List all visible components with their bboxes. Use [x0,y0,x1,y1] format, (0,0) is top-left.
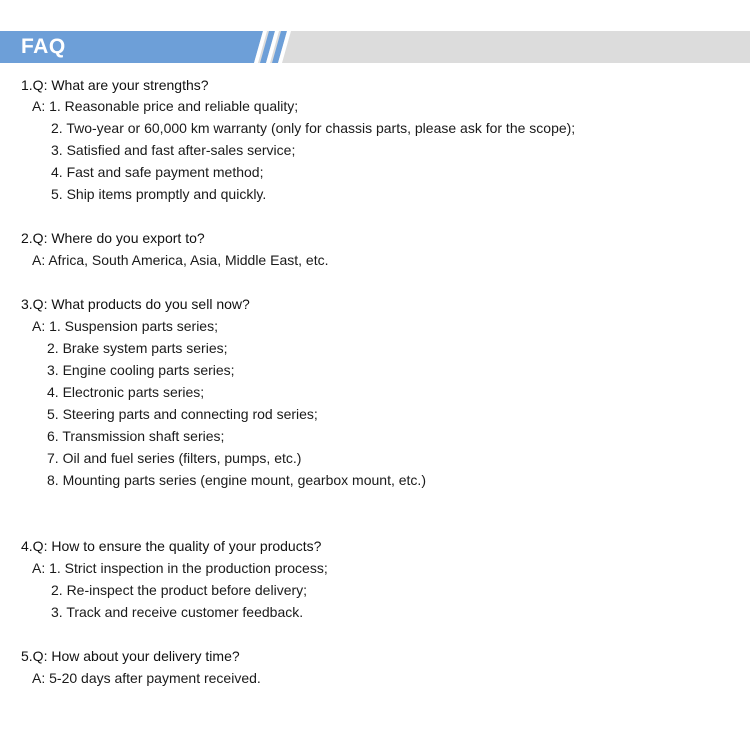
faq-answer-2-line-1: A: Africa, South America, Asia, Middle East, etc. [32,252,329,268]
faq-answer-1-line-1: A: 1. Reasonable price and reliable quality; [32,98,299,114]
faq-question-5: 5.Q: How about your delivery time? [21,648,240,664]
faq-header-graphic [0,31,750,63]
faq-question-4: 4.Q: How to ensure the quality of your products? [21,538,322,554]
faq-answer-1-line-2: 2. Two-year or 60,000 km warranty (only for chassis parts, please ask for the scope); [51,120,576,136]
faq-answer-1-line-3: 3. Satisfied and fast after-sales service; [51,142,296,158]
faq-answer-5-line-1: A: 5-20 days after payment received. [32,670,261,686]
faq-header-bar [0,31,750,63]
faq-answer-3-line-3: 3. Engine cooling parts series; [47,362,235,378]
faq-question-2: 2.Q: Where do you export to? [21,230,205,246]
faq-answer-4-line-1: A: 1. Strict inspection in the production process; [32,560,328,576]
faq-answer-3-line-8: 8. Mounting parts series (engine mount, gearbox mount, etc.) [47,472,426,488]
faq-question-1: 1.Q: What are your strengths? [21,77,209,93]
faq-answer-4-line-3: 3. Track and receive customer feedback. [51,604,304,620]
faq-title: FAQ [21,35,66,58]
faq-answer-4-line-2: 2. Re-inspect the product before delivery; [51,582,308,598]
faq-answer-3-line-5: 5. Steering parts and connecting rod series; [47,406,318,422]
faq-answer-3-line-2: 2. Brake system parts series; [47,340,228,356]
faq-answer-3-line-6: 6. Transmission shaft series; [47,428,225,444]
faq-answer-1-line-5: 5. Ship items promptly and quickly. [51,186,267,202]
faq-answer-3-line-7: 7. Oil and fuel series (filters, pumps, etc.) [47,450,302,466]
faq-answer-3-line-1: A: 1. Suspension parts series; [32,318,218,334]
faq-answer-3-line-4: 4. Electronic parts series; [47,384,205,400]
faq-answer-1-line-4: 4. Fast and safe payment method; [51,164,264,180]
faq-question-3: 3.Q: What products do you sell now? [21,296,250,312]
